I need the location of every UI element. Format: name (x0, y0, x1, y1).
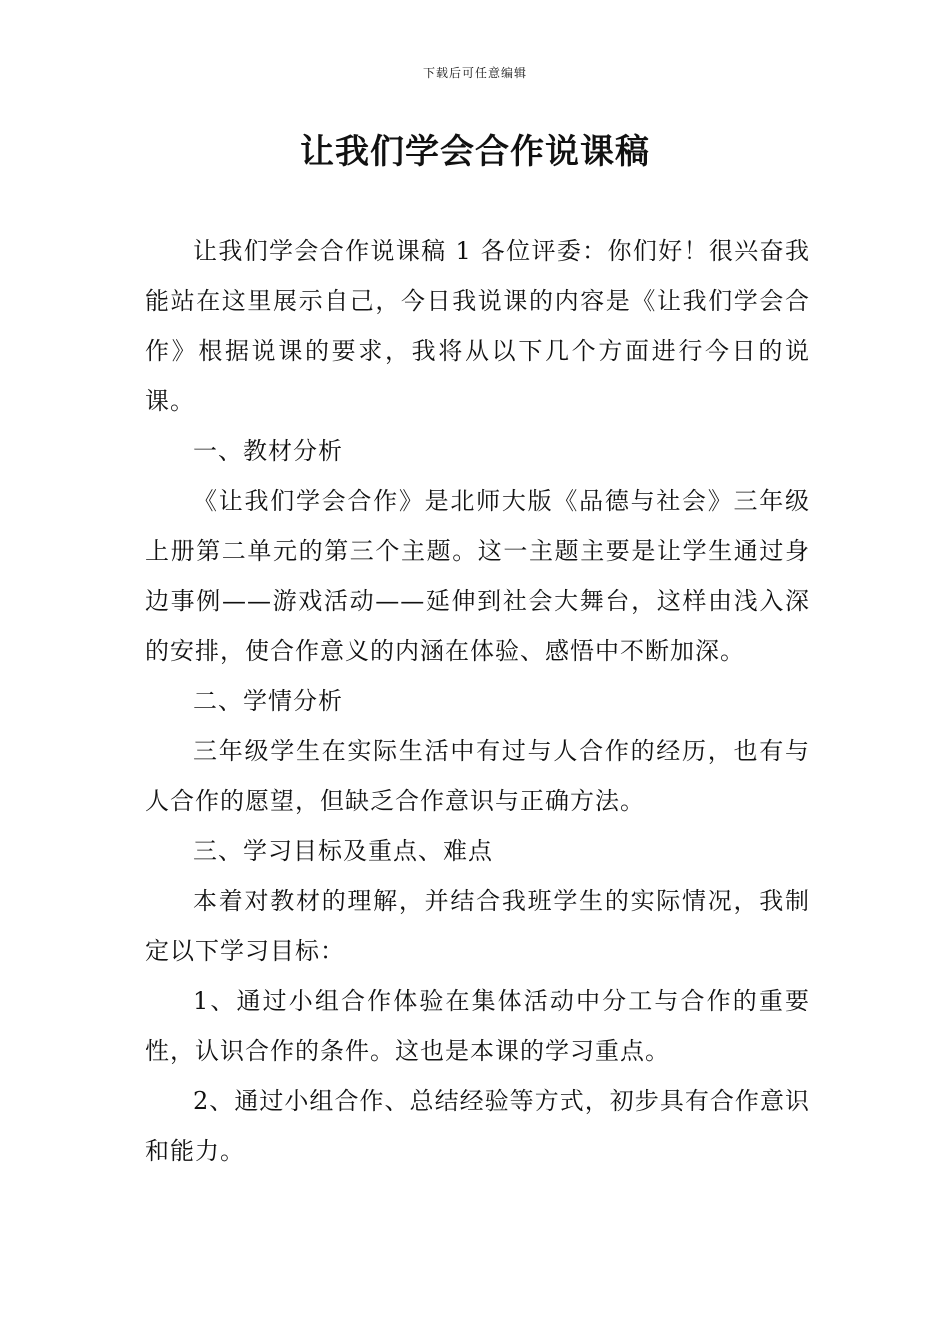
section-heading-learning-goals: 三、学习目标及重点、难点 (193, 837, 493, 865)
paragraph-student-analysis: 三年级学生在实际生活中有过与人合作的经历，也有与人合作的愿望，但缺乏合作意识与正确方法。 (145, 737, 810, 815)
goal-item-1: 1、通过小组合作体验在集体活动中分工与合作的重要性，认识合作的条件。这也是本课的学习重点。 (145, 987, 810, 1065)
goal-item-2: 2、通过小组合作、总结经验等方式，初步具有合作意识和能力。 (145, 1087, 810, 1165)
header-note: 下载后可任意编辑 (422, 66, 527, 80)
document-body (145, 226, 810, 1176)
paragraph-learning-goals: 本着对教材的理解，并结合我班学生的实际情况，我制定以下学习目标： (145, 887, 810, 965)
section-heading-textbook-analysis: 一、教材分析 (193, 437, 343, 465)
document-title: 让我们学会合作说课稿 (300, 132, 650, 172)
section-heading-student-analysis: 二、学情分析 (193, 687, 343, 715)
paragraph-textbook-analysis: 《让我们学会合作》是北师大版《品德与社会》三年级上册第二单元的第三个主题。这一主题主要是让学生通过身边事例——游戏活动——延伸到社会大舞台，这样由浅入深的安排，使合作意义的内涵在体验、感悟中不断加深。 (145, 487, 810, 665)
paragraph-intro: 让我们学会合作说课稿 1 各位评委：你们好！很兴奋我能站在这里展示自己，今日我说课的内容是《让我们学会合作》根据说课的要求，我将从以下几个方面进行今日的说课。 (145, 237, 810, 415)
